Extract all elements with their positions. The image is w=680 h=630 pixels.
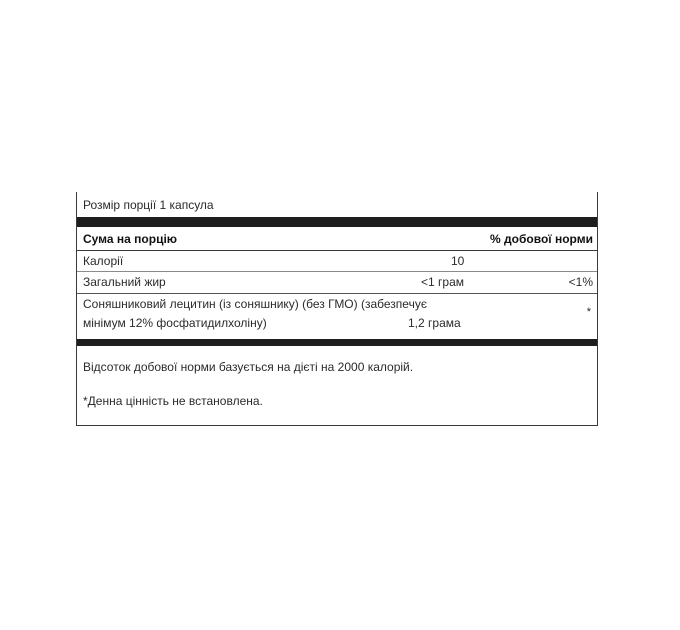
daily-value-footnote: Відсоток добової норми базується на дієті на 2000 калорій. [83, 360, 414, 374]
amount-per-serving-heading: Сума на порцію [83, 232, 178, 246]
nutrient-name: Калорії [83, 254, 124, 268]
thick-divider [77, 339, 597, 346]
table-row [77, 294, 597, 336]
nutrient-name: Загальний жир [83, 275, 166, 289]
nutrient-amount: 1,2 грама [408, 316, 461, 330]
nutrient-name-line1: Соняшниковий лецитин (із соняшнику) (без ГМО) (забезпечує [83, 297, 427, 311]
nutrient-dv: <1% [568, 275, 593, 289]
supplement-facts-panel [76, 192, 598, 426]
thick-divider [77, 217, 597, 227]
table-row [77, 272, 597, 292]
table-row [77, 251, 597, 271]
table-header [77, 228, 597, 248]
not-established-footnote: *Денна цінність не встановлена. [83, 394, 263, 408]
nutrient-amount: <1 грам [421, 275, 464, 289]
nutrient-dv: * [586, 306, 591, 318]
daily-value-heading: % добової норми [490, 232, 593, 246]
nutrient-name-line2: мінімум 12% фосфатидилхоліну) [83, 316, 267, 330]
nutrient-amount: 10 [451, 254, 465, 268]
serving-size: Розмір порції 1 капсула [83, 198, 214, 212]
